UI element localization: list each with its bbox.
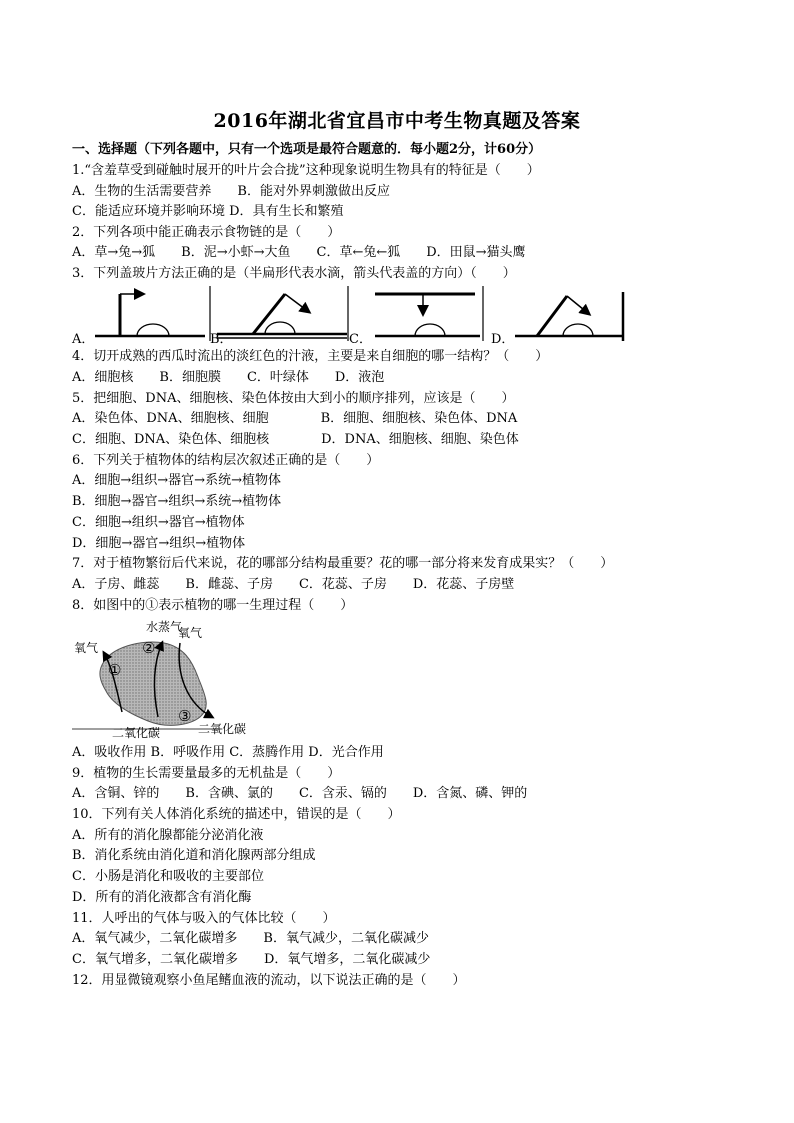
question-1-options-row1: A．生物的生活需要营养 B．能对外界刺激做出反应 xyxy=(72,184,390,199)
coverslip-option-a xyxy=(95,294,205,336)
coverslip-option-b xyxy=(217,294,347,338)
question-6-option-a: A．细胞→组织→器官→系统→植物体 xyxy=(72,473,281,488)
question-6-stem: 6．下列关于植物体的结构层次叙述正确的是（ ） xyxy=(72,453,380,468)
question-6-option-b: B．细胞→器官→组织→系统→植物体 xyxy=(72,494,282,509)
question-9-options: A．含铜、锌的 B．含碘、氯的 C．含汞、镉的 D．含氮、磷、钾的 xyxy=(72,786,528,801)
question-11-stem: 11．人呼出的气体与吸入的气体比较（ ） xyxy=(72,911,336,926)
question-11-options-row2: C．氧气增多，二氧化碳增多 D．氧气增多，二氧化碳减少 xyxy=(72,952,431,967)
question-4-options: A．细胞核 B．细胞膜 C．叶绿体 D．液泡 xyxy=(72,370,385,385)
question-9-stem: 9．植物的生长需要量最多的无机盐是（ ） xyxy=(72,766,341,781)
question-5-stem: 5．把细胞、DNA、细胞核、染色体按由大到小的顺序排列，应该是（ ） xyxy=(72,391,515,406)
question-7-options: A．子房、雌蕊 B．雌蕊、子房 C．花蕊、子房 D．花蕊、子房壁 xyxy=(72,577,515,592)
section-heading: 一、选择题（下列各题中，只有一个选项是最符合题意的．每小题2分，计60分） xyxy=(72,142,542,157)
question-3-stem: 3．下列盖玻片方法正确的是（半扁形代表水滴，箭头代表盖的方向）（ ） xyxy=(72,266,516,281)
question-8-options: A．吸收作用 B．呼吸作用 C．蒸腾作用 D．光合作用 xyxy=(72,745,384,760)
question-11-options-row1: A．氧气减少，二氧化碳增多 B．氧气减少，二氧化碳减少 xyxy=(72,931,429,946)
question-12-stem: 12．用显微镜观察小鱼尾鳍血液的流动，以下说法正确的是（ ） xyxy=(72,973,466,988)
label-oxygen-right: 氧气 xyxy=(178,626,203,640)
question-1-options-row2: C．能适应环境并影响环境 D．具有生长和繁殖 xyxy=(72,204,344,219)
question-2-options: A．草→兔→狐 B．泥→小虾→大鱼 C．草←兔←狐 D．田鼠→猫头鹰 xyxy=(72,245,526,260)
question-10-option-c: C．小肠是消化和吸收的主要部位 xyxy=(72,869,264,884)
q3-label-b: B． xyxy=(210,332,233,347)
question-10-option-b: B．消化系统由消化道和消化腺两部分组成 xyxy=(72,848,316,863)
label-number-2: ② xyxy=(142,639,156,657)
label-co2-right: 二氧化碳 xyxy=(198,722,247,736)
q3-label-a: A． xyxy=(72,332,95,347)
label-water-vapor: 水蒸气 xyxy=(146,620,183,634)
q3-label-d: D． xyxy=(491,332,515,347)
question-10-stem: 10．下列有关人体消化系统的描述中，错误的是（ ） xyxy=(72,807,401,822)
question-10-option-d: D．所有的消化液都含有消化酶 xyxy=(72,890,252,905)
label-number-1: ① xyxy=(108,661,122,679)
question-5-options-row1: A．染色体、DNA、细胞核、细胞 B．细胞、细胞核、染色体、DNA xyxy=(72,411,518,426)
question-4-stem: 4．切开成熟的西瓜时流出的淡红色的汁液，主要是来自细胞的哪一结构？（ ） xyxy=(72,349,549,364)
question-2-stem: 2．下列各项中能正确表示食物链的是（ ） xyxy=(72,225,341,240)
label-co2-left: 二氧化碳 xyxy=(112,726,161,740)
question-1-stem: 1.“含羞草受到碰触时展开的叶片会合拢”这种现象说明生物具有的特征是（ ） xyxy=(72,163,540,178)
question-6-option-c: C．细胞→组织→器官→植物体 xyxy=(72,515,245,530)
coverslip-option-c xyxy=(375,294,480,336)
coverslip-option-d xyxy=(515,292,623,341)
leaf-physiology-figure xyxy=(72,617,252,739)
question-7-stem: 7．对于植物繁衍后代来说，花的哪部分结构最重要？花的哪一部分将来发育成果实？（ ） xyxy=(72,556,614,571)
label-number-3: ③ xyxy=(178,707,192,725)
label-oxygen-left: 氧气 xyxy=(74,641,99,655)
page-title: 2016年湖北省宜昌市中考生物真题及答案 xyxy=(213,110,581,132)
question-6-option-d: D．细胞→器官→组织→植物体 xyxy=(72,536,246,551)
question-10-option-a: A．所有的消化腺都能分泌消化液 xyxy=(72,828,264,843)
question-5-options-row2: C．细胞、DNA、染色体、细胞核 D．DNA、细胞核、细胞、染色体 xyxy=(72,432,519,447)
coverslip-figure xyxy=(85,286,645,356)
question-8-stem: 8．如图中的①表示植物的哪一生理过程（ ） xyxy=(72,598,354,613)
q3-label-c: C． xyxy=(349,332,372,347)
